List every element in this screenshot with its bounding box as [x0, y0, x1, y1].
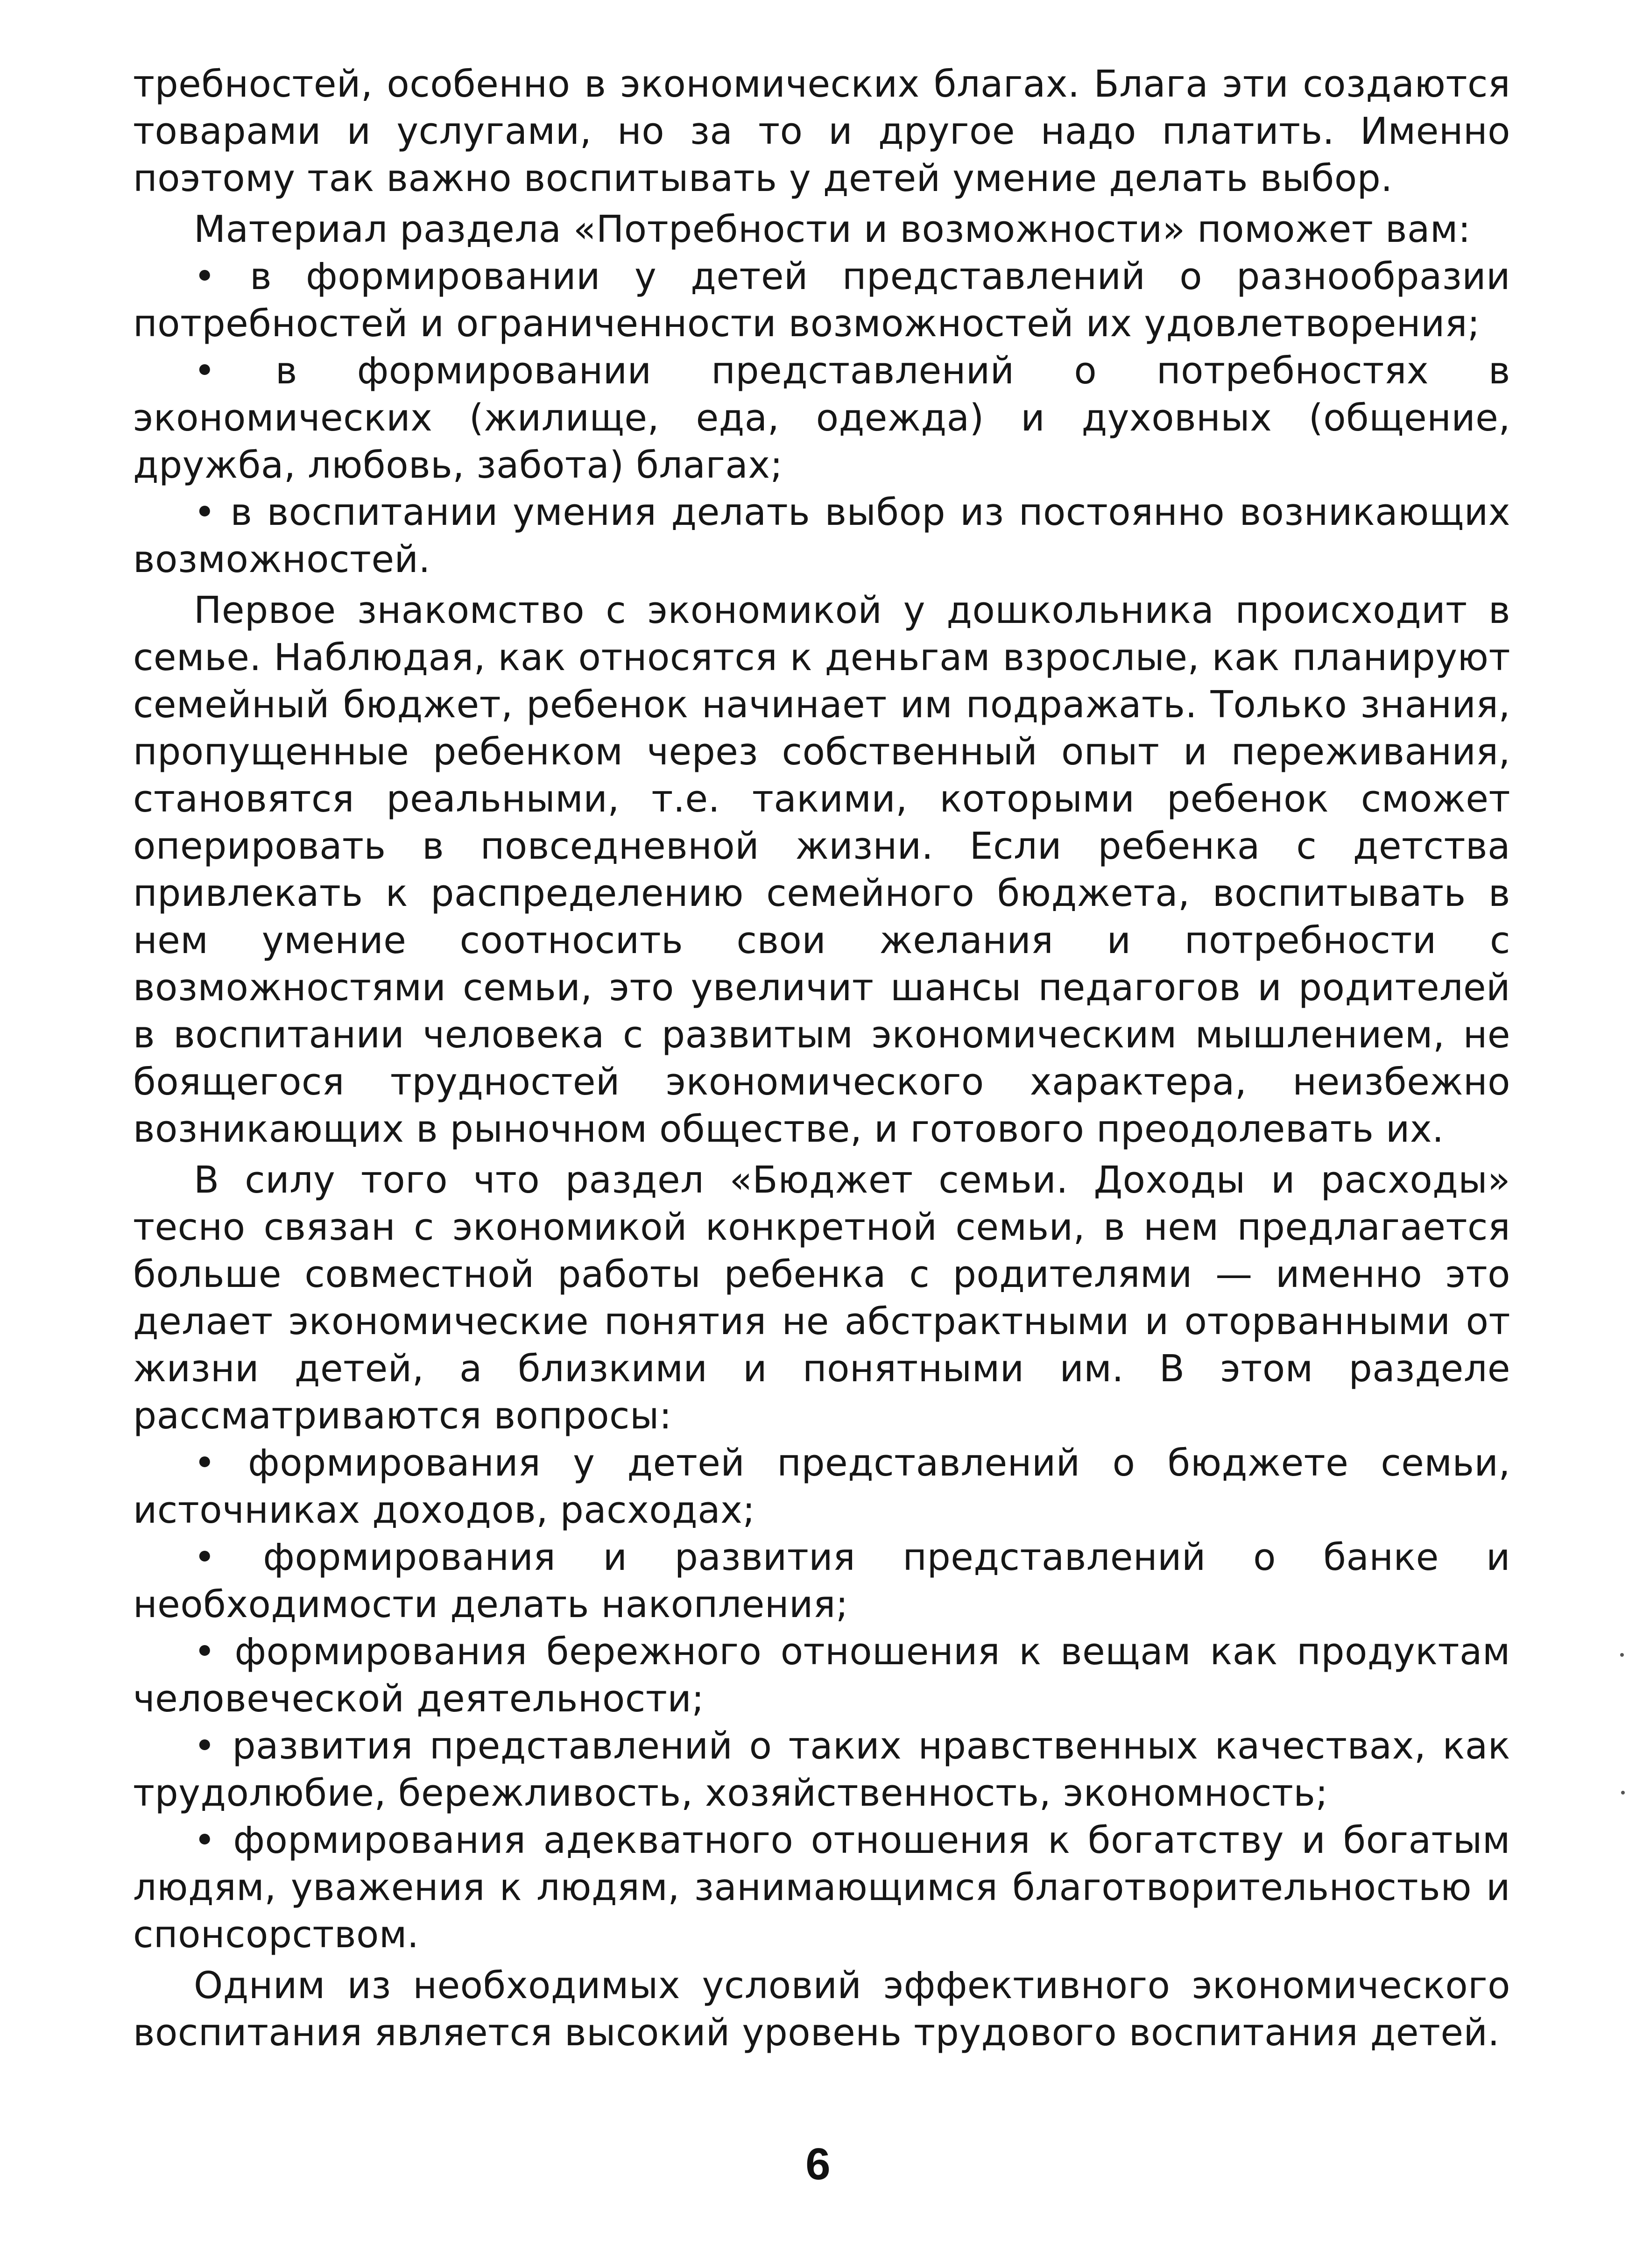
bullet-item: • в формировании у детей представлений о разнообразии потребностей и ограниченности возможностей их удовлетворения; — [133, 253, 1510, 347]
paragraph-continuation: требностей, особенно в экономических благах. Блага эти создаются товарами и услугами, но за то и другое надо платить. Именно поэтому так важно воспитывать у детей умение делать выбор. — [133, 63, 1510, 200]
body-text — [133, 61, 1510, 2056]
paragraph-section-intro: Материал раздела «Потребности и возможности» поможет вам: — [194, 208, 1471, 251]
paragraph-conclusion: Одним из необходимых условий эффективного экономического воспитания является высокий уровень трудового воспитания детей. — [133, 1964, 1510, 2054]
bullet-item: • развития представлений о таких нравственных качествах, как трудолюбие, бережливость, хозяйственность, экономность; — [133, 1723, 1510, 1817]
bullet-item: • формирования у детей представлений о бюджете семьи, источниках доходов, расходах; — [133, 1440, 1510, 1534]
bullet-item: • в формировании представлений о потребностях в экономических (жилище, еда, одежда) и духовных (общение, дружба, любовь, забота) благах; — [133, 347, 1510, 489]
page-number: 6 — [805, 2139, 831, 2189]
bullet-item: • формирования адекватного отношения к богатству и богатым людям, уважения к людям, занимающимся благотворительностью и спонсорством. — [133, 1817, 1510, 1958]
bullet-item: • формирования и развития представлений о банке и необходимости делать накопления; — [133, 1534, 1510, 1628]
paragraph-family-economy: Первое знакомство с экономикой у дошкольника происходит в семье. Наблюдая, как относятся к деньгам взрослые, как планируют семейный бюджет, ребенок начинает им подражать. Только знания, пропущенные ребенком через собственный опыт и переживания, становятся реальными, т.е. такими, которыми ребенок сможет оперировать в повседневной жизни. Если ребенка с детства привлекать к распределению семейного бюджета, воспитывать в нем умение соотносить свои желания и потребности с возможностями семьи, это увеличит шансы педагогов и родителей в воспитании человека с развитым экономическим мышлением, не боящегося трудностей экономического характера, неизбежно возникающих в рыночном обществе, и готового преодолевать их. — [133, 589, 1510, 1151]
bullet-item: • формирования бережного отношения к вещам как продуктам человеческой деятельности; — [133, 1628, 1510, 1723]
scan-speck — [1621, 1791, 1625, 1795]
scan-speck — [1620, 1653, 1624, 1657]
paragraph-family-budget: В силу того что раздел «Бюджет семьи. Доходы и расходы» тесно связан с экономикой конкретной семьи, в нем предлагается больше совместной работы ребенка с родителями — именно это делает экономические понятия не абстрактными и оторванными от жизни детей, а близкими и понятными им. В этом разделе рассматриваются вопросы: — [133, 1159, 1510, 1437]
bullet-item: • в воспитании умения делать выбор из постоянно возникающих возможностей. — [133, 489, 1510, 583]
